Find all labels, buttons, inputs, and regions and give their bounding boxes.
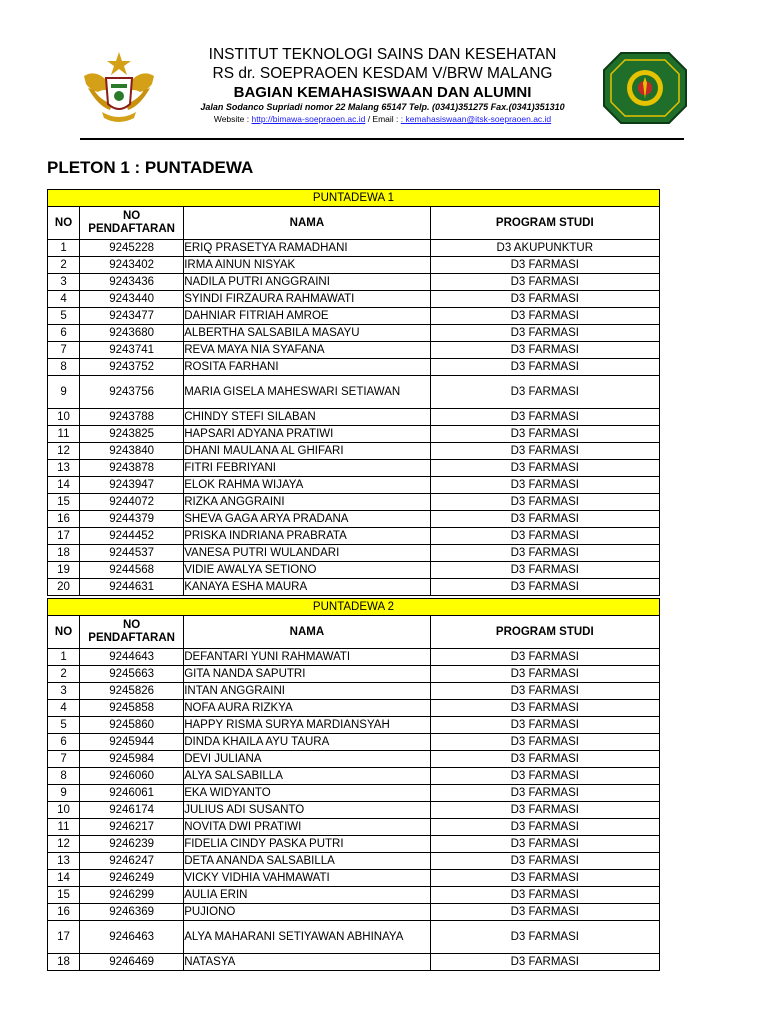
student-name: VANESA PUTRI WULANDARI: [184, 545, 430, 562]
study-program: D3 FARMASI: [430, 802, 659, 819]
column-header-program-studi: PROGRAM STUDI: [430, 207, 659, 240]
row-number: 5: [48, 308, 80, 325]
row-number: 17: [48, 921, 80, 954]
column-header-no-pendaftaran: NO PENDAFTARAN: [80, 207, 184, 240]
student-name: DEVI JULIANA: [184, 751, 430, 768]
registration-number: 9243402: [80, 257, 184, 274]
row-number: 12: [48, 836, 80, 853]
study-program: D3 FARMASI: [430, 666, 659, 683]
registration-number: 9243477: [80, 308, 184, 325]
registration-number: 9245860: [80, 717, 184, 734]
row-number: 1: [48, 240, 80, 257]
student-name: HAPPY RISMA SURYA MARDIANSYAH: [184, 717, 430, 734]
letterhead-address: Jalan Sodanco Supriadi nomor 22 Malang 65147 Telp. (0341)351275 Fax.(0341)351310: [200, 102, 565, 112]
student-name: VICKY VIDHIA VAHMAWATI: [184, 870, 430, 887]
study-program: D3 FARMASI: [430, 409, 659, 426]
student-name: HAPSARI ADYANA PRATIWI: [184, 426, 430, 443]
table-row: [48, 494, 660, 511]
table-row: [48, 511, 660, 528]
student-name: ALYA SALSABILLA: [184, 768, 430, 785]
registration-number: 9245858: [80, 700, 184, 717]
table-row: [48, 666, 660, 683]
student-name: NATASYA: [184, 954, 430, 971]
student-name: GITA NANDA SAPUTRI: [184, 666, 430, 683]
study-program: D3 FARMASI: [430, 700, 659, 717]
student-name: PRISKA INDRIANA PRABRATA: [184, 528, 430, 545]
table-row: [48, 528, 660, 545]
study-program: D3 FARMASI: [430, 494, 659, 511]
table-title: PUNTADEWA 1: [48, 190, 660, 207]
row-number: 9: [48, 785, 80, 802]
table-row: [48, 274, 660, 291]
row-number: 13: [48, 853, 80, 870]
study-program: D3 FARMASI: [430, 426, 659, 443]
row-number: 1: [48, 649, 80, 666]
registration-number: 9243436: [80, 274, 184, 291]
student-name: ALBERTHA SALSABILA MASAYU: [184, 325, 430, 342]
email-link[interactable]: : kemahasiswaan@itsk-soepraoen.ac.id: [400, 114, 552, 124]
registration-number: 9244568: [80, 562, 184, 579]
row-number: 9: [48, 376, 80, 409]
table-row: [48, 359, 660, 376]
table-row: [48, 257, 660, 274]
row-number: 13: [48, 460, 80, 477]
study-program: D3 FARMASI: [430, 904, 659, 921]
table-row: [48, 785, 660, 802]
study-program: D3 FARMASI: [430, 308, 659, 325]
row-number: 17: [48, 528, 80, 545]
student-name: FIDELIA CINDY PASKA PUTRI: [184, 836, 430, 853]
student-name: DEFANTARI YUNI RAHMAWATI: [184, 649, 430, 666]
registration-number: 9246249: [80, 870, 184, 887]
student-name: ALYA MAHARANI SETIYAWAN ABHINAYA: [184, 921, 430, 954]
table-row: [48, 904, 660, 921]
registration-number: 9244072: [80, 494, 184, 511]
registration-number: 9246469: [80, 954, 184, 971]
student-name: VIDIE AWALYA SETIONO: [184, 562, 430, 579]
registration-number: 9246369: [80, 904, 184, 921]
registration-number: 9246299: [80, 887, 184, 904]
table-row: [48, 291, 660, 308]
page-title: PLETON 1 : PUNTADEWA: [47, 158, 254, 177]
study-program: D3 FARMASI: [430, 853, 659, 870]
student-name: NOVITA DWI PRATIWI: [184, 819, 430, 836]
student-name: EKA WIDYANTO: [184, 785, 430, 802]
registration-number: 9246174: [80, 802, 184, 819]
row-number: 7: [48, 342, 80, 359]
study-program: D3 FARMASI: [430, 717, 659, 734]
student-name: DINDA KHAILA AYU TAURA: [184, 734, 430, 751]
study-program: D3 FARMASI: [430, 460, 659, 477]
registration-number: 9243878: [80, 460, 184, 477]
student-name: ELOK RAHMA WIJAYA: [184, 477, 430, 494]
row-number: 10: [48, 802, 80, 819]
registration-number: 9246239: [80, 836, 184, 853]
study-program: D3 FARMASI: [430, 819, 659, 836]
table-row: [48, 426, 660, 443]
row-number: 2: [48, 257, 80, 274]
column-header-nama: NAMA: [184, 616, 430, 649]
registration-number: 9245826: [80, 683, 184, 700]
table-row: [48, 819, 660, 836]
student-name: DETA ANANDA SALSABILLA: [184, 853, 430, 870]
table-row: [48, 717, 660, 734]
student-name: ROSITA FARHANI: [184, 359, 430, 376]
letterhead-divider: [80, 138, 684, 140]
table-row: [48, 545, 660, 562]
table-row: [48, 921, 660, 954]
registration-number: 9246463: [80, 921, 184, 954]
itsk-soepraoen-seal-icon: [601, 50, 689, 126]
roster-table: [47, 189, 660, 596]
website-label: Website :: [213, 114, 252, 124]
row-number: 3: [48, 683, 80, 700]
study-program: D3 FARMASI: [430, 683, 659, 700]
row-number: 6: [48, 734, 80, 751]
study-program: D3 FARMASI: [430, 342, 659, 359]
registration-number: 9243741: [80, 342, 184, 359]
table-row: [48, 683, 660, 700]
registration-number: 9245944: [80, 734, 184, 751]
row-number: 8: [48, 359, 80, 376]
student-name: ERIQ PRASETYA RAMADHANI: [184, 240, 430, 257]
table-row: [48, 768, 660, 785]
table-row: [48, 649, 660, 666]
table-title: PUNTADEWA 2: [48, 599, 660, 616]
table-row: [48, 477, 660, 494]
column-header-program-studi: PROGRAM STUDI: [430, 616, 659, 649]
study-program: D3 FARMASI: [430, 649, 659, 666]
registration-number: 9245663: [80, 666, 184, 683]
column-header-nama: NAMA: [184, 207, 430, 240]
row-number: 7: [48, 751, 80, 768]
student-name: JULIUS ADI SUSANTO: [184, 802, 430, 819]
registration-number: 9243752: [80, 359, 184, 376]
row-number: 3: [48, 274, 80, 291]
study-program: D3 AKUPUNKTUR: [430, 240, 659, 257]
table-row: [48, 240, 660, 257]
row-number: 15: [48, 494, 80, 511]
study-program: D3 FARMASI: [430, 768, 659, 785]
table-row: [48, 325, 660, 342]
row-number: 5: [48, 717, 80, 734]
registration-number: 9246060: [80, 768, 184, 785]
student-name: KANAYA ESHA MAURA: [184, 579, 430, 596]
row-number: 8: [48, 768, 80, 785]
row-number: 19: [48, 562, 80, 579]
study-program: D3 FARMASI: [430, 511, 659, 528]
student-name: AULIA ERIN: [184, 887, 430, 904]
study-program: D3 FARMASI: [430, 443, 659, 460]
table-row: [48, 700, 660, 717]
registration-number: 9243947: [80, 477, 184, 494]
study-program: D3 FARMASI: [430, 291, 659, 308]
letterhead-institute: INSTITUT TEKNOLOGI SAINS DAN KESEHATAN: [208, 46, 557, 63]
student-name: REVA MAYA NIA SYAFANA: [184, 342, 430, 359]
student-name: FITRI FEBRIYANI: [184, 460, 430, 477]
registration-number: 9244643: [80, 649, 184, 666]
registration-number: 9243840: [80, 443, 184, 460]
study-program: D3 FARMASI: [430, 734, 659, 751]
table-row: [48, 409, 660, 426]
letterhead-department: BAGIAN KEMAHASISWAAN DAN ALUMNI: [233, 84, 532, 101]
row-number: 12: [48, 443, 80, 460]
row-number: 11: [48, 819, 80, 836]
study-program: D3 FARMASI: [430, 376, 659, 409]
website-link[interactable]: http://bimawa-soepraoen.ac.id: [251, 114, 366, 124]
student-name: DHANI MAULANA AL GHIFARI: [184, 443, 430, 460]
roster-table: [47, 598, 660, 971]
study-program: D3 FARMASI: [430, 274, 659, 291]
row-number: 14: [48, 870, 80, 887]
registration-number: 9245984: [80, 751, 184, 768]
row-number: 20: [48, 579, 80, 596]
student-name: NADILA PUTRI ANGGRAINI: [184, 274, 430, 291]
student-name: SYINDI FIRZAURA RAHMAWATI: [184, 291, 430, 308]
registration-number: 9246061: [80, 785, 184, 802]
registration-number: 9243788: [80, 409, 184, 426]
study-program: D3 FARMASI: [430, 785, 659, 802]
table-row: [48, 562, 660, 579]
registration-number: 9244452: [80, 528, 184, 545]
column-header-no: NO: [48, 616, 80, 649]
table-row: [48, 836, 660, 853]
student-name: NOFA AURA RIZKYA: [184, 700, 430, 717]
table-row: [48, 853, 660, 870]
row-number: 10: [48, 409, 80, 426]
study-program: D3 FARMASI: [430, 562, 659, 579]
table-row: [48, 443, 660, 460]
registration-number: 9243756: [80, 376, 184, 409]
table-row: [48, 376, 660, 409]
column-header-no: NO: [48, 207, 80, 240]
registration-number: 9244537: [80, 545, 184, 562]
study-program: D3 FARMASI: [430, 325, 659, 342]
row-number: 11: [48, 426, 80, 443]
letterhead: [0, 0, 768, 145]
table-row: [48, 954, 660, 971]
row-number: 4: [48, 700, 80, 717]
email-label: / Email :: [365, 114, 401, 124]
row-number: 16: [48, 904, 80, 921]
student-name: DAHNIAR FITRIAH AMROE: [184, 308, 430, 325]
registration-number: 9243825: [80, 426, 184, 443]
table-row: [48, 870, 660, 887]
table-row: [48, 579, 660, 596]
study-program: D3 FARMASI: [430, 751, 659, 768]
row-number: 14: [48, 477, 80, 494]
row-number: 16: [48, 511, 80, 528]
study-program: D3 FARMASI: [430, 921, 659, 954]
column-header-no-pendaftaran: NO PENDAFTARAN: [80, 616, 184, 649]
study-program: D3 FARMASI: [430, 954, 659, 971]
student-name: IRMA AINUN NISYAK: [184, 257, 430, 274]
table-row: [48, 802, 660, 819]
study-program: D3 FARMASI: [430, 528, 659, 545]
table-row: [48, 460, 660, 477]
table-row: [48, 342, 660, 359]
student-name: CHINDY STEFI SILABAN: [184, 409, 430, 426]
student-name: MARIA GISELA MAHESWARI SETIAWAN: [184, 376, 430, 409]
row-number: 15: [48, 887, 80, 904]
registration-number: 9243680: [80, 325, 184, 342]
study-program: D3 FARMASI: [430, 257, 659, 274]
registration-number: 9244379: [80, 511, 184, 528]
registration-number: 9244631: [80, 579, 184, 596]
table-row: [48, 751, 660, 768]
registration-number: 9245228: [80, 240, 184, 257]
student-name: INTAN ANGGRAINI: [184, 683, 430, 700]
row-number: 6: [48, 325, 80, 342]
study-program: D3 FARMASI: [430, 887, 659, 904]
study-program: D3 FARMASI: [430, 836, 659, 853]
kesdam-emblem-icon: [80, 48, 158, 128]
study-program: D3 FARMASI: [430, 359, 659, 376]
student-name: PUJIONO: [184, 904, 430, 921]
registration-number: 9243440: [80, 291, 184, 308]
student-name: RIZKA ANGGRAINI: [184, 494, 430, 511]
study-program: D3 FARMASI: [430, 870, 659, 887]
row-number: 2: [48, 666, 80, 683]
study-program: D3 FARMASI: [430, 477, 659, 494]
study-program: D3 FARMASI: [430, 579, 659, 596]
table-row: [48, 734, 660, 751]
student-name: SHEVA GAGA ARYA PRADANA: [184, 511, 430, 528]
registration-number: 9246217: [80, 819, 184, 836]
row-number: 18: [48, 954, 80, 971]
registration-number: 9246247: [80, 853, 184, 870]
row-number: 4: [48, 291, 80, 308]
letterhead-contact: [170, 114, 595, 124]
table-row: [48, 887, 660, 904]
row-number: 18: [48, 545, 80, 562]
letterhead-hospital: RS dr. SOEPRAOEN KESDAM V/BRW MALANG: [212, 65, 553, 82]
table-row: [48, 308, 660, 325]
study-program: D3 FARMASI: [430, 545, 659, 562]
